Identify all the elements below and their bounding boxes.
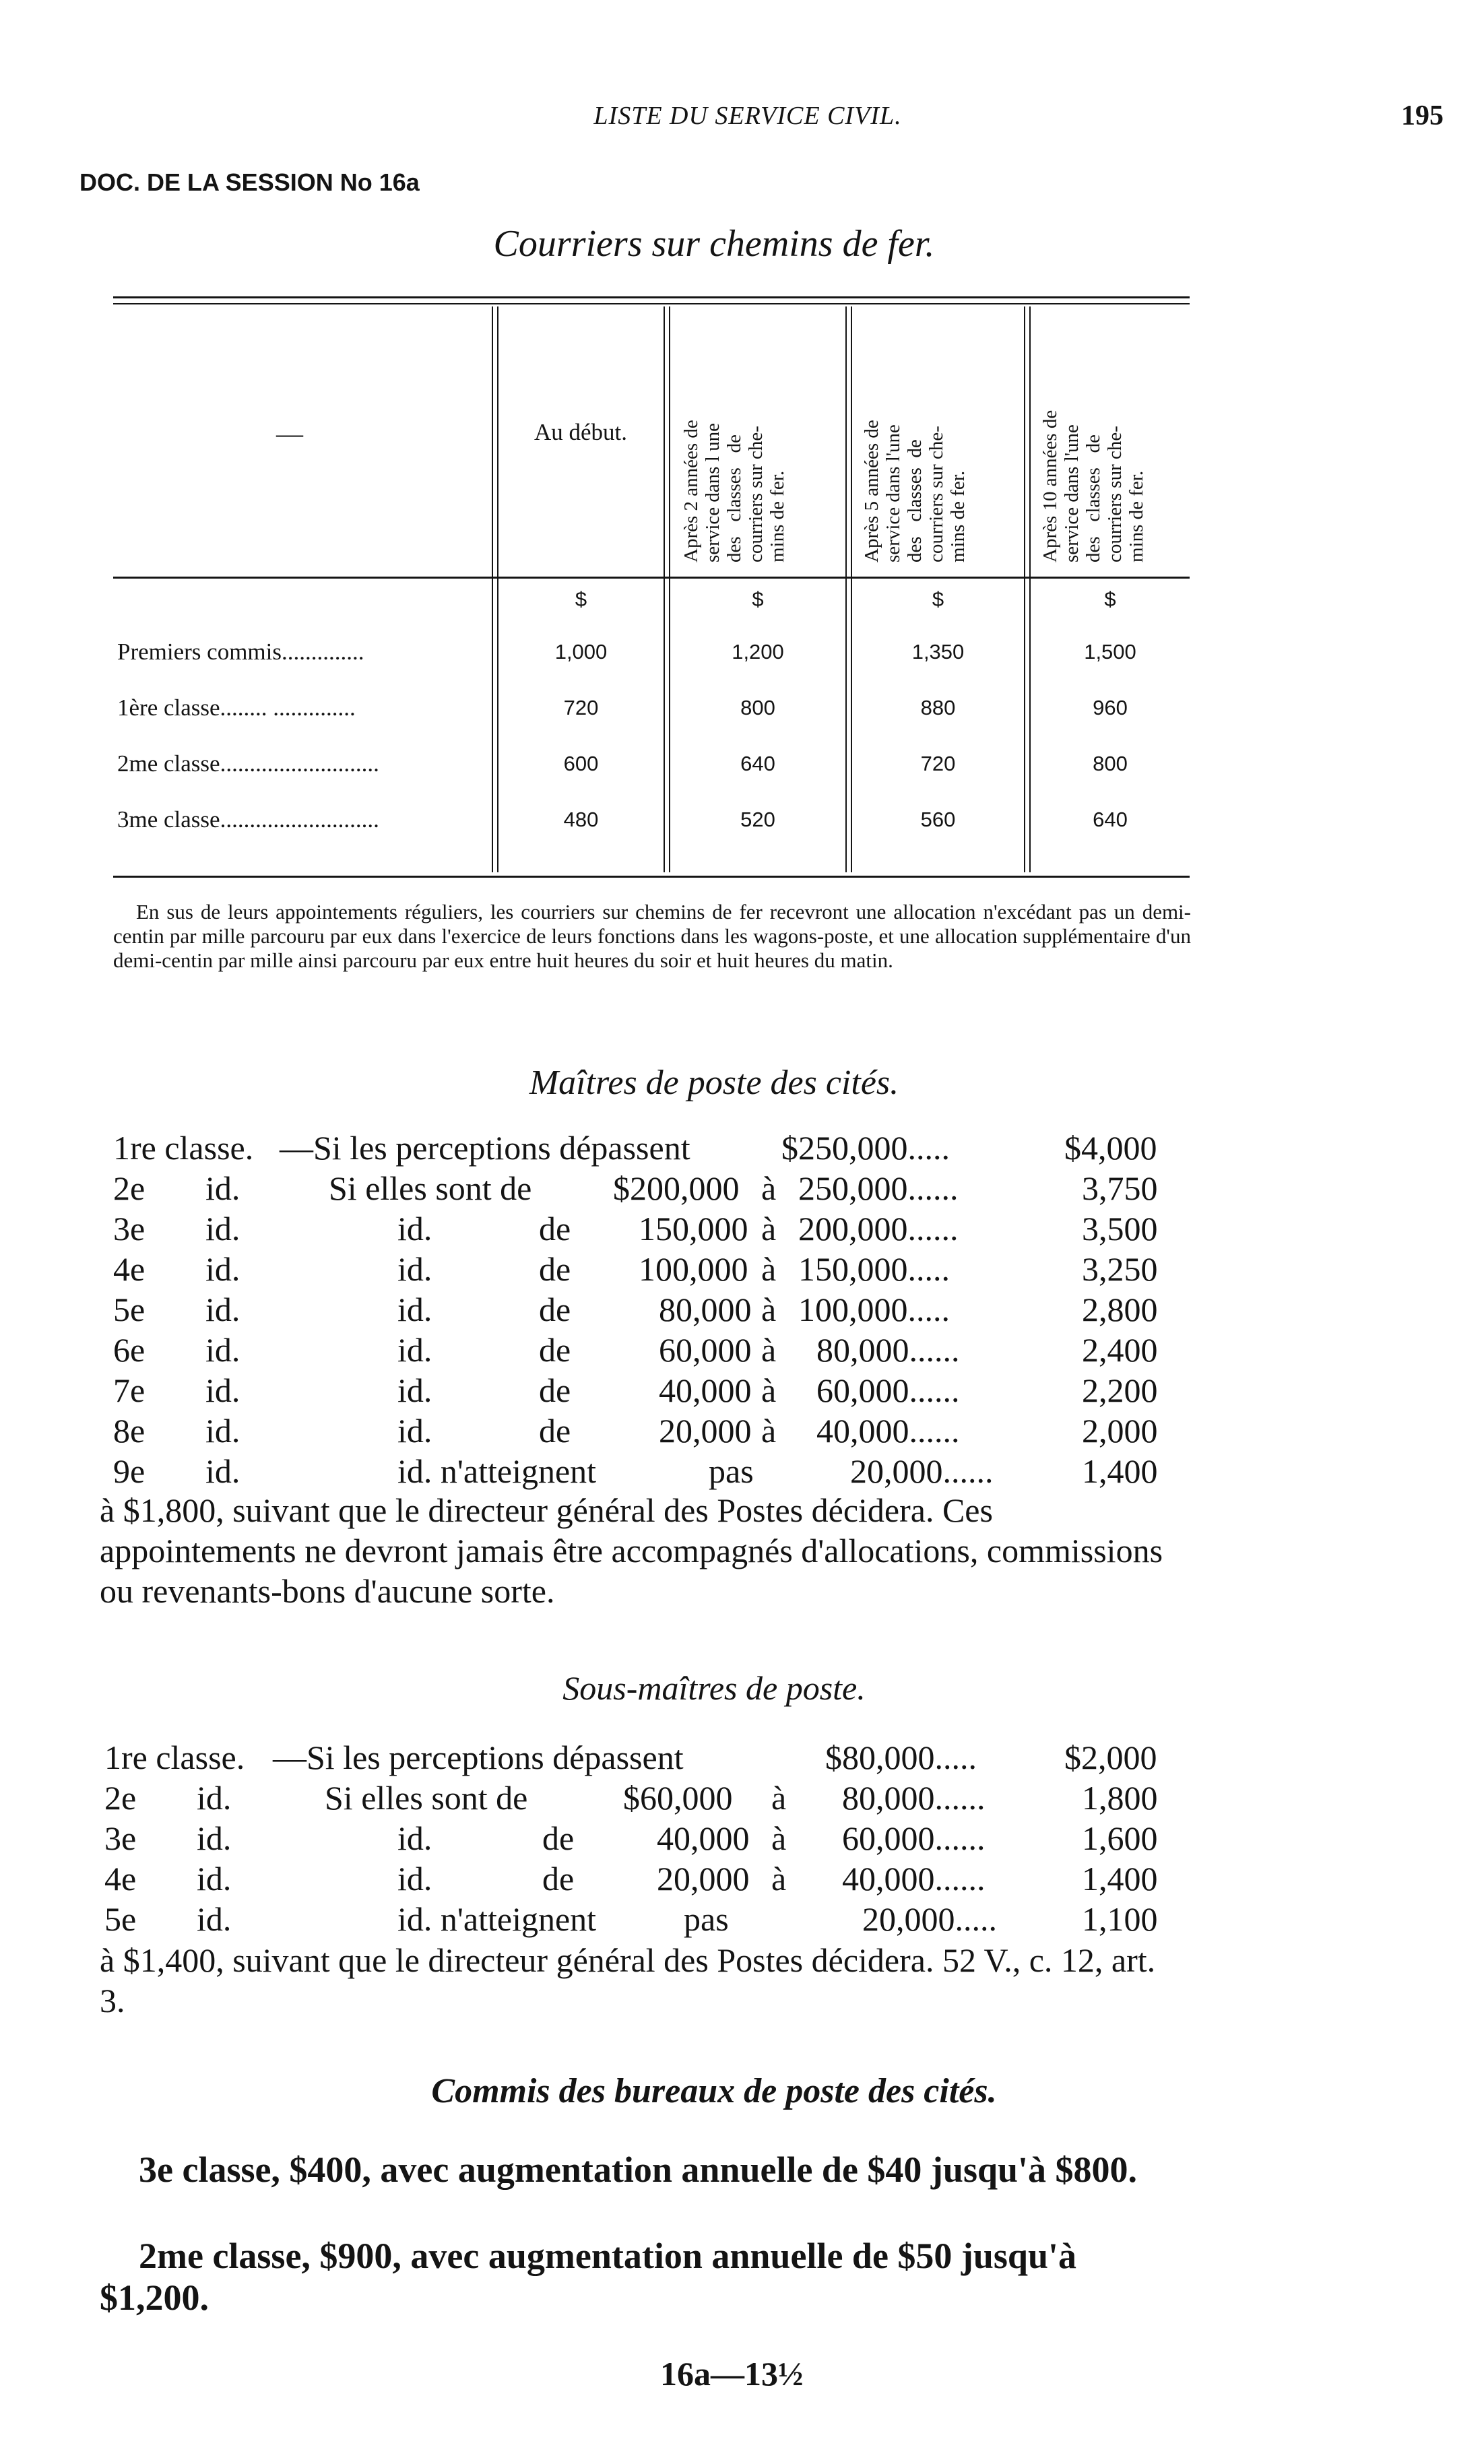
col-divider [664, 306, 665, 872]
sched-to: 60,000...... [842, 1819, 986, 1857]
table-bottom-rule [113, 876, 1190, 878]
row-label: 3me classe........................... [117, 806, 379, 833]
sched-id: id. [205, 1371, 240, 1409]
table-cell: 800 [740, 696, 775, 719]
table-cell: 1,000 [554, 640, 608, 663]
table-cell: 560 [920, 808, 956, 831]
sched-to: 80,000...... [842, 1779, 986, 1817]
sched-to: $250,000..... [781, 1129, 950, 1167]
sched-class: 7e [113, 1371, 146, 1409]
sched-from: 60,000 [659, 1331, 752, 1369]
sched-class: 2e [113, 1169, 146, 1207]
sched-id: id. [197, 1819, 232, 1857]
sched-salary: 1,600 [1082, 1819, 1158, 1857]
table-cell: 880 [920, 696, 956, 719]
sched-condition: id. [397, 1331, 432, 1369]
sched-a: à [761, 1371, 777, 1409]
sched-id: id. [205, 1412, 240, 1450]
sched-salary: 3,500 [1082, 1210, 1158, 1247]
col-header-start: Au début. [534, 419, 628, 445]
page-number: 195 [1401, 100, 1444, 131]
sched-from: 40,000 [659, 1371, 752, 1409]
sched-to: $80,000..... [825, 1739, 977, 1776]
sched-class: 5e [104, 1900, 137, 1938]
table-cell: 800 [1093, 752, 1128, 775]
sched-salary: 2,200 [1082, 1371, 1158, 1409]
tail-text: à $1,800, suivant que le directeur général des Postes décidera. Ces appointements ne devront jamais être accompagnés d'allocations, commissions ou revenants-bons d'aucune sorte. [100, 1491, 1163, 1610]
signature-mark: 16a—13½ [660, 2355, 804, 2393]
postmasters-tail [100, 1490, 1186, 1611]
sched-a: à [761, 1331, 777, 1369]
sched-salary: 3,750 [1082, 1169, 1158, 1207]
sched-to: 40,000...... [816, 1412, 960, 1450]
sched-salary: 1,800 [1082, 1779, 1158, 1817]
sched-a: à [761, 1169, 777, 1207]
row-label: 1ère classe........ .............. [117, 694, 356, 721]
table-cell: 1,500 [1084, 640, 1136, 663]
couriers-note [113, 900, 1191, 973]
couriers-title: Courriers sur chemins de fer. [493, 223, 935, 265]
sched-de: de [542, 1819, 575, 1857]
sched-to: 80,000...... [816, 1331, 960, 1369]
sched-a: à [771, 1860, 787, 1898]
sched-to: 60,000...... [816, 1371, 960, 1409]
sched-salary: 2,400 [1082, 1331, 1158, 1369]
sched-condition: id. n'atteignent [397, 1452, 597, 1490]
sched-de: pas [709, 1452, 754, 1490]
sched-id: id. [205, 1169, 240, 1207]
sched-condition: id. [397, 1860, 432, 1898]
col-divider [492, 306, 493, 872]
sched-id: id. [205, 1452, 240, 1490]
col-header-2-years: Après 2 années de service dans l une des classes de courriers sur che- mins de fer. [680, 420, 788, 562]
table-top-rule [113, 296, 1190, 298]
row-label: Premiers commis.............. [117, 639, 364, 665]
clerks-paragraph-1 [100, 2149, 1186, 2191]
table-cell: 600 [563, 752, 599, 775]
sched-de: de [539, 1412, 571, 1450]
stub-header: — [276, 418, 303, 449]
unit-cell: $ [932, 587, 944, 611]
table-cell: 720 [563, 696, 599, 719]
table-cell: 640 [740, 752, 775, 775]
col-header-10-years: Après 10 années de service dans l'une des classes de courriers sur che- mins de fer. [1039, 410, 1147, 562]
clerks-title: Commis des bureaux de poste des cités. [431, 2072, 997, 2110]
sched-to: 150,000..... [798, 1250, 950, 1288]
table-cell: 1,200 [732, 640, 784, 663]
table-top-rule-2 [113, 303, 1190, 304]
clerks-text-2: 2me classe, $900, avec augmentation annuelle de $50 jusqu'à $1,200. [100, 2236, 1077, 2318]
sched-salary: $2,000 [1064, 1739, 1157, 1776]
clerks-text-1: 3e classe, $400, avec augmentation annuelle de $40 jusqu'à $800. [139, 2149, 1138, 2190]
sched-de: de [539, 1210, 571, 1247]
table-cell: 1,350 [911, 640, 965, 663]
sched-condition: —Si les perceptions dépassent [280, 1129, 690, 1167]
sched-class: 4e [113, 1250, 146, 1288]
sched-de: de [539, 1331, 571, 1369]
table-cell: 640 [1093, 808, 1128, 831]
sched-a: à [771, 1779, 787, 1817]
sched-condition: id. [397, 1819, 432, 1857]
sched-de: de [539, 1291, 571, 1328]
sched-id: id. [197, 1900, 232, 1938]
table-cell: 480 [563, 808, 599, 831]
sched-from: $200,000 [613, 1169, 740, 1207]
unit-cell: $ [752, 587, 764, 611]
sched-class: 3e [113, 1210, 146, 1247]
sched-to: 40,000...... [842, 1860, 986, 1898]
doc-label: DOC. DE LA SESSION No 16a [79, 168, 420, 196]
postmasters-title: Maîtres de poste des cités. [529, 1064, 899, 1102]
sched-class: 1re classe. [104, 1739, 245, 1776]
col-header-5-years: Après 5 années de service dans l'une des classes de courriers sur che- mins de fer. [861, 420, 969, 562]
sched-class: 6e [113, 1331, 146, 1369]
table-cell: 720 [920, 752, 956, 775]
sub-postmasters-title: Sous-maîtres de poste. [562, 1669, 866, 1707]
sched-from: 40,000 [657, 1819, 750, 1857]
note-text: En sus de leurs appointements réguliers, les courriers sur chemins de fer recevront une allocation n'excédant pas un demi-centin par mille parcouru par eux dans l'exercice de leurs fonctions dans les wagons-poste, et une allocation supplémentaire d'un demi-centin par mille ainsi parcouru par eux entre huit heures du soir et huit heures du matin. [113, 900, 1191, 972]
sched-id: id. [205, 1331, 240, 1369]
running-head: LISTE DU SERVICE CIVIL. [593, 102, 902, 130]
sched-class: 4e [104, 1860, 137, 1898]
sched-salary: 2,000 [1082, 1412, 1158, 1450]
sched-from: 100,000 [639, 1250, 748, 1288]
sched-id: id. [197, 1779, 232, 1817]
sched-from: 80,000 [659, 1291, 752, 1328]
sched-condition: id. [397, 1291, 432, 1328]
sched-from: $60,000 [623, 1779, 733, 1817]
col-divider [1024, 306, 1025, 872]
table-header-rule [113, 577, 1190, 579]
sched-salary: 3,250 [1082, 1250, 1158, 1288]
sched-to: 100,000..... [798, 1291, 950, 1328]
sched-condition: —Si les perceptions dépassent [273, 1739, 684, 1776]
sched-condition: Si elles sont de [329, 1169, 532, 1207]
sched-class: 2e [104, 1779, 137, 1817]
clerks-paragraph-2 [100, 2235, 1186, 2319]
sched-condition: id. [397, 1371, 432, 1409]
sched-id: id. [205, 1210, 240, 1247]
sched-salary: 1,400 [1082, 1452, 1158, 1490]
sched-class: 1re classe. [113, 1129, 254, 1167]
sched-class: 8e [113, 1412, 146, 1450]
sched-condition: id. [397, 1412, 432, 1450]
sched-from: 20,000 [659, 1412, 752, 1450]
sched-de: de [539, 1371, 571, 1409]
sched-a: à [761, 1412, 777, 1450]
sched-de: de [539, 1250, 571, 1288]
sched-id: id. [197, 1860, 232, 1898]
sched-salary: 2,800 [1082, 1291, 1158, 1328]
sched-from: 20,000 [657, 1860, 750, 1898]
sched-class: 5e [113, 1291, 146, 1328]
sched-id: id. [205, 1291, 240, 1328]
sched-to: 20,000...... [850, 1452, 994, 1490]
row-label: 2me classe........................... [117, 750, 379, 777]
sched-a: à [771, 1819, 787, 1857]
sub-postmasters-tail [100, 1940, 1186, 2021]
sched-de: pas [684, 1900, 729, 1938]
sched-to: 200,000...... [798, 1210, 959, 1247]
sched-to: 250,000...... [798, 1169, 959, 1207]
sched-salary: 1,100 [1082, 1900, 1158, 1938]
unit-cell: $ [1104, 587, 1116, 611]
sched-condition: id. [397, 1210, 432, 1247]
sched-a: à [761, 1250, 777, 1288]
sched-a: à [761, 1291, 777, 1328]
sched-condition: id. n'atteignent [397, 1900, 597, 1938]
table-cell: 960 [1093, 696, 1128, 719]
sched-condition: id. [397, 1250, 432, 1288]
col-divider [845, 306, 847, 872]
table-cell: 520 [740, 808, 775, 831]
sched-de: de [542, 1860, 575, 1898]
sched-class: 3e [104, 1819, 137, 1857]
sched-from: 150,000 [639, 1210, 748, 1247]
sched-salary: 1,400 [1082, 1860, 1158, 1898]
sched-id: id. [205, 1250, 240, 1288]
sched-salary: $4,000 [1064, 1129, 1157, 1167]
unit-cell: $ [575, 587, 587, 611]
sched-condition: Si elles sont de [325, 1779, 528, 1817]
sched-a: à [761, 1210, 777, 1247]
sched-to: 20,000..... [862, 1900, 997, 1938]
sched-class: 9e [113, 1452, 146, 1490]
tail-text: à $1,400, suivant que le directeur général des Postes décidera. 52 V., c. 12, art. 3. [100, 1941, 1156, 2019]
